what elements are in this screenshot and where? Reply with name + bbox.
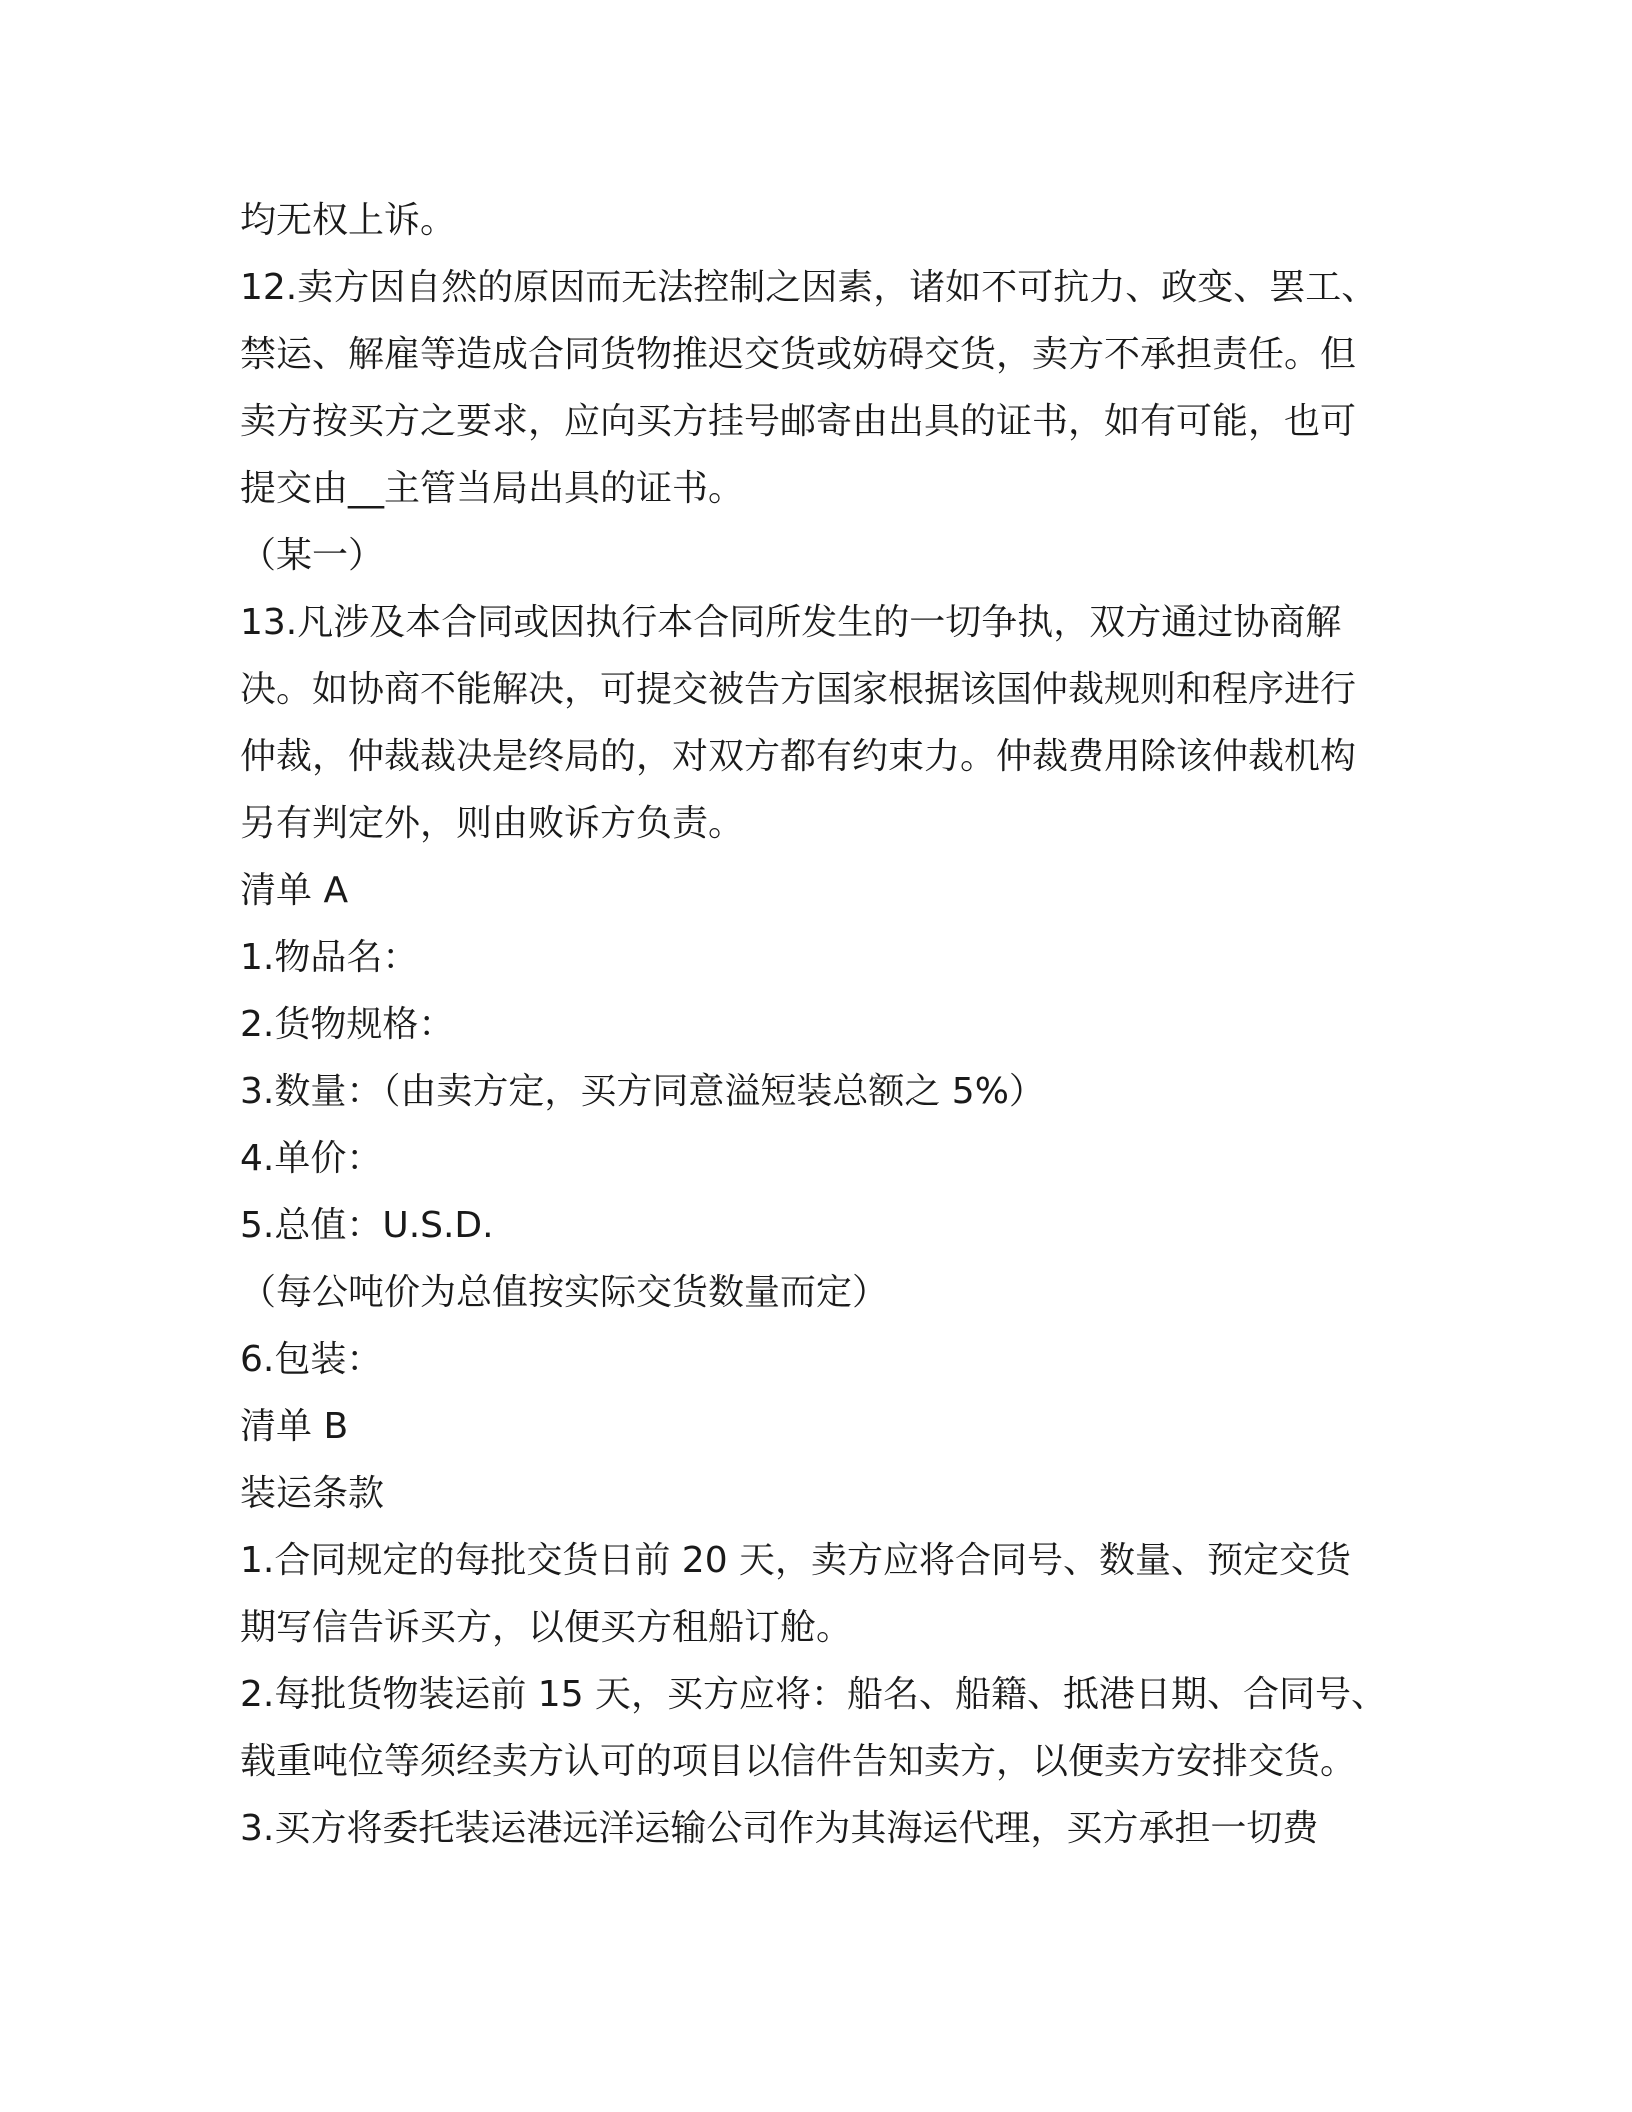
list-a-item-5: 5.总值：U.S.D. bbox=[240, 1205, 494, 1246]
list-a-item-3: 3.数量：（由卖方定，买方同意溢短装总额之 5%） bbox=[240, 1071, 1045, 1112]
list-a-heading: 清单 A bbox=[240, 870, 349, 911]
shipping-term-2-line-2: 载重吨位等须经卖方认可的项目以信件告知卖方，以便卖方安排交货。 bbox=[240, 1741, 1357, 1782]
clause-13-line-4: 另有判定外，则由败诉方负责。 bbox=[240, 803, 745, 844]
shipping-term-1-line-1: 1.合同规定的每批交货日前 20 天，卖方应将合同号、数量、预定交货 bbox=[240, 1540, 1352, 1581]
clause-12-line-3: 卖方按买方之要求，应向买方挂号邮寄由出具的证书，如有可能，也可 bbox=[240, 401, 1357, 442]
shipping-term-2-line-1: 2.每批货物装运前 15 天，买方应将：船名、船籍、抵港日期、合同号、 bbox=[240, 1674, 1388, 1715]
clause-12-line-1: 12.卖方因自然的原因而无法控制之因素，诸如不可抗力、政变、罢工、 bbox=[240, 267, 1378, 308]
parenthetical-note: （某一） bbox=[240, 535, 385, 576]
list-a-item-6: 6.包装： bbox=[240, 1339, 383, 1380]
list-a-item-1: 1.物品名： bbox=[240, 937, 419, 978]
document-body bbox=[240, 187, 1400, 1862]
clause-12-line-4: 提交由__主管当局出具的证书。 bbox=[240, 468, 745, 509]
list-b-heading: 清单 B bbox=[240, 1406, 349, 1447]
clause-13-line-1: 13.凡涉及本合同或因执行本合同所发生的一切争执，双方通过协商解 bbox=[240, 602, 1342, 643]
shipping-terms-heading: 装运条款 bbox=[240, 1473, 385, 1514]
clause-12-line-2: 禁运、解雇等造成合同货物推迟交货或妨碍交货，卖方不承担责任。但 bbox=[240, 334, 1357, 375]
list-a-item-5-note: （每公吨价为总值按实际交货数量而定） bbox=[240, 1272, 889, 1313]
clause-13-line-3: 仲裁，仲裁裁决是终局的，对双方都有约束力。仲裁费用除该仲裁机构 bbox=[240, 736, 1357, 777]
clause-13-line-2: 决。如协商不能解决，可提交被告方国家根据该国仲裁规则和程序进行 bbox=[240, 669, 1357, 710]
shipping-term-1-line-2: 期写信告诉买方，以便买方租船订舱。 bbox=[240, 1607, 853, 1648]
list-a-item-2: 2.货物规格： bbox=[240, 1004, 455, 1045]
shipping-term-3-line-1: 3.买方将委托装运港远洋运输公司作为其海运代理，买方承担一切费 bbox=[240, 1808, 1319, 1849]
text-line: 均无权上诉。 bbox=[240, 200, 457, 241]
list-a-item-4: 4.单价： bbox=[240, 1138, 383, 1179]
